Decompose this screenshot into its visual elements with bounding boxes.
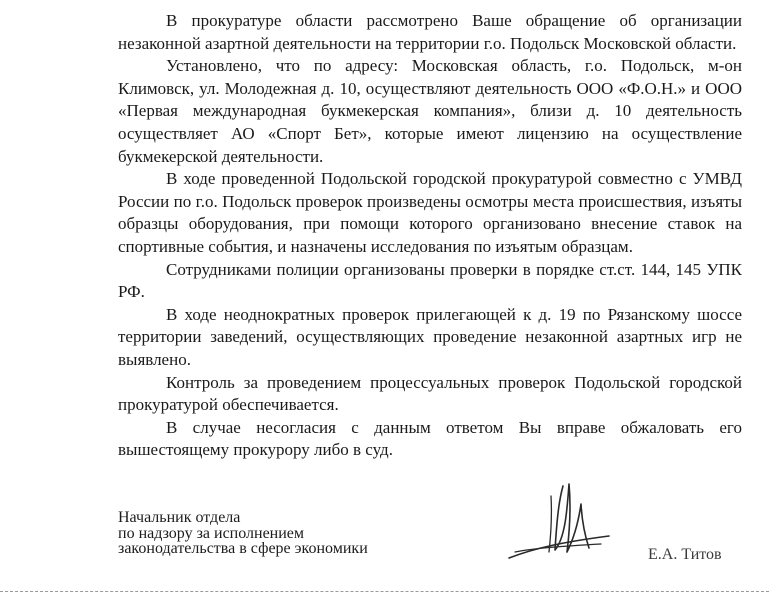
page-edge-divider [0, 591, 769, 592]
handwritten-signature-icon [505, 478, 615, 568]
paragraph-1: В прокуратуре области рассмотрено Ваше обращение об организации незаконной азартной деятельности на территории г.о. Подольск Московской области. [118, 11, 742, 53]
paragraph-6: Контроль за проведением процессуальных проверок Подольской городской прокуратурой обеспечивается. [118, 372, 742, 415]
position-line-1: Начальник отдела [118, 509, 241, 526]
position-line-3: законодательства в сфере экономики [118, 540, 368, 557]
position-line-2: по надзору за исполнением [118, 524, 305, 542]
paragraph-7: В случае несогласия с данным ответом Вы вправе обжаловать его вышестоящему прокурору либо в суд. [118, 417, 742, 460]
paragraph-3: В ходе проведенной Подольской городской прокуратурой совместно с УМВД России по г.о. Подольск проверок произведены осмотры места происшествия, изъяты образцы оборудования, при помощи которого организовано внесение ставок на спортивные события, и назначены исследования по изъятым образцам. [118, 169, 742, 256]
signatory-name: Е.А. Титов [648, 546, 722, 563]
paragraph-2: Установлено, что по адресу: Московская область, г.о. Подольск, м-он Климовск, ул. Молодежная д. 10, осуществляют деятельность ООО «Ф.О.Н.» и ООО «Первая международная букмекерская компания», близи д. 10 деятельность осуществляет АО «Спорт Бет», которые имеют лицензию на осуществление букмекерской деятельности. [118, 56, 742, 166]
signoff-position [118, 510, 458, 557]
letter-body [118, 10, 742, 462]
paragraph-4: Сотрудниками полиции организованы проверки в порядке ст.ст. 144, 145 УПК РФ. [118, 259, 742, 302]
paragraph-5: В ходе неоднократных проверок прилегающей к д. 19 по Рязанскому шоссе территории заведений, осуществляющих проведение незаконной азартных игр не выявлено. [118, 304, 742, 369]
